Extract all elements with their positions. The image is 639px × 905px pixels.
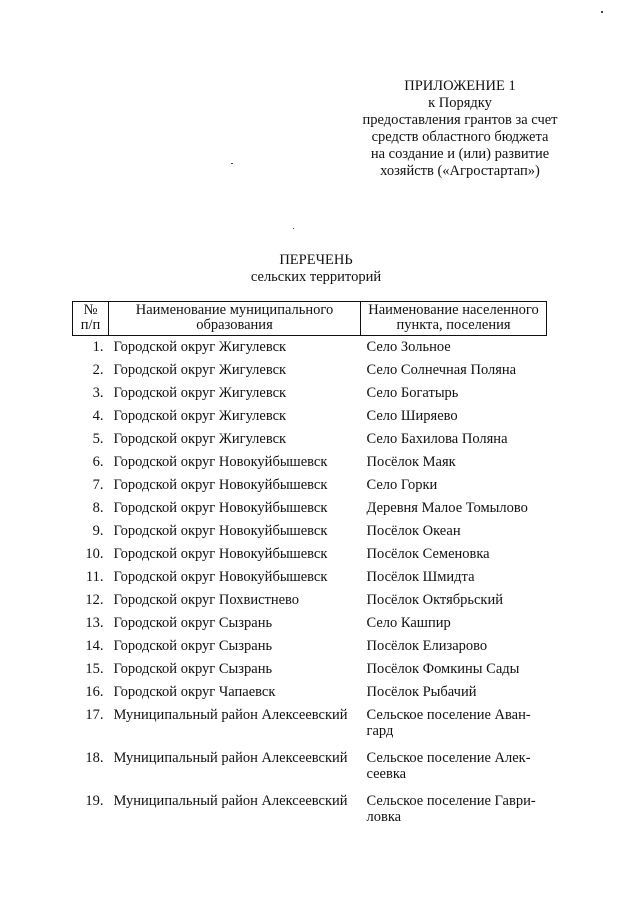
- header-settlement-line: пункта, поселения: [396, 317, 511, 333]
- row-municipality: Городской округ Жигулевск: [113, 431, 287, 447]
- row-municipality: Городской округ Чапаевск: [113, 684, 276, 700]
- row-num: 2.: [92, 362, 104, 378]
- row-settlement: Село Богатырь: [366, 385, 459, 401]
- row-settlement: Село Кашпир: [366, 615, 451, 631]
- table-row: [73, 589, 547, 612]
- row-settlement: Село Зольное: [366, 339, 451, 355]
- row-municipality: Городской округ Похвистнево: [113, 592, 300, 608]
- row-municipality: Муниципальный район Алексеевский: [113, 750, 348, 766]
- row-settlement: Посёлок Океан: [366, 523, 461, 539]
- table-row: [73, 520, 547, 543]
- table-row: [73, 497, 547, 520]
- table-row: [73, 359, 547, 382]
- table-row: [73, 681, 547, 704]
- row-num: 19.: [85, 793, 104, 809]
- row-num: 1.: [92, 339, 104, 355]
- row-municipality: Городской округ Новокуйбышевск: [113, 569, 328, 585]
- scan-speck: [293, 228, 294, 229]
- row-num: 13.: [85, 615, 104, 631]
- table-row: [73, 566, 547, 589]
- row-num: 3.: [92, 385, 104, 401]
- row-municipality: Городской округ Жигулевск: [113, 362, 287, 378]
- row-settlement: Сельское поселение Гаври-ловка: [366, 793, 536, 825]
- table-body: [73, 336, 547, 834]
- table-row: [73, 405, 547, 428]
- row-num: 12.: [85, 592, 104, 608]
- row-num: 5.: [92, 431, 104, 447]
- table-row: [73, 612, 547, 635]
- list-title: ПЕРЕЧЕНЬ: [279, 252, 353, 268]
- row-municipality: Муниципальный район Алексеевский: [113, 793, 348, 809]
- row-municipality: Городской округ Новокуйбышевск: [113, 523, 328, 539]
- row-municipality: Городской округ Жигулевск: [113, 385, 287, 401]
- scan-speck: [231, 163, 233, 164]
- row-num: 11.: [85, 569, 104, 585]
- table-row: [73, 658, 547, 681]
- row-municipality: Городской округ Новокуйбышевск: [113, 454, 328, 470]
- header-settlement: [361, 302, 547, 336]
- appendix-line: на создание и (или) развитие: [370, 146, 550, 162]
- table-row: [73, 704, 547, 747]
- row-municipality: Городской округ Сызрань: [113, 661, 273, 677]
- appendix-line: к Порядку: [428, 95, 492, 111]
- table-row: [73, 635, 547, 658]
- list-subtitle: сельских территорий: [250, 269, 382, 285]
- table-row: [73, 428, 547, 451]
- row-num: 16.: [85, 684, 104, 700]
- row-num: 8.: [92, 500, 104, 516]
- row-num: 7.: [92, 477, 104, 493]
- row-num: 9.: [92, 523, 104, 539]
- row-municipality: Городской округ Сызрань: [113, 638, 273, 654]
- row-num: 4.: [92, 408, 104, 424]
- appendix-line: хозяйств («Агростартап»): [380, 163, 540, 179]
- row-settlement: Село Ширяево: [366, 408, 458, 424]
- header-municipality: [109, 302, 361, 336]
- row-settlement: Посёлок Семеновка: [366, 546, 490, 562]
- row-num: 15.: [85, 661, 104, 677]
- row-settlement: Посёлок Октябрьский: [366, 592, 503, 608]
- row-municipality: Муниципальный район Алексеевский: [113, 707, 348, 723]
- row-settlement: Посёлок Фомкины Сады: [366, 661, 520, 677]
- row-settlement: Посёлок Рыбачий: [366, 684, 477, 700]
- appendix-line: средств областного бюджета: [371, 129, 549, 145]
- header-municipality-line: Наименование муниципального: [135, 302, 334, 318]
- row-settlement: Посёлок Елизарово: [366, 638, 488, 654]
- row-municipality: Городской округ Сызрань: [113, 615, 273, 631]
- row-settlement: Посёлок Шмидта: [366, 569, 475, 585]
- row-num: 14.: [85, 638, 104, 654]
- header-settlement-line: Наименование населенного: [368, 302, 539, 318]
- header-num-line: п/п: [80, 317, 101, 333]
- row-municipality: Городской округ Новокуйбышевск: [113, 500, 328, 516]
- table-row: [73, 543, 547, 566]
- header-municipality-line: образования: [196, 317, 273, 333]
- row-num: 10.: [85, 546, 104, 562]
- table-row: [73, 382, 547, 405]
- table-row: [73, 790, 547, 833]
- row-municipality: Городской округ Жигулевск: [113, 339, 287, 355]
- appendix-line: предоставления грантов за счет: [362, 112, 558, 128]
- header-num-line: №: [83, 302, 98, 318]
- scan-speck: [601, 11, 603, 13]
- appendix-block: [340, 78, 580, 180]
- row-num: 6.: [92, 454, 104, 470]
- row-settlement: Деревня Малое Томылово: [366, 500, 528, 516]
- row-settlement: Село Горки: [366, 477, 438, 493]
- row-settlement: Посёлок Маяк: [366, 454, 456, 470]
- header-num: [73, 302, 109, 336]
- table-header-row: [73, 302, 547, 336]
- row-municipality: Городской округ Новокуйбышевск: [113, 546, 328, 562]
- row-num: 17.: [85, 707, 104, 723]
- row-municipality: Городской округ Новокуйбышевск: [113, 477, 328, 493]
- row-num: 18.: [85, 750, 104, 766]
- row-settlement: Село Бахилова Поляна: [366, 431, 508, 447]
- settlements-table: [72, 301, 547, 833]
- row-settlement: Сельское поселение Алек-сеевка: [366, 750, 531, 782]
- table-row: [73, 747, 547, 790]
- row-settlement: Сельское поселение Аван-гард: [366, 707, 531, 739]
- table-row: [73, 336, 547, 360]
- appendix-heading: ПРИЛОЖЕНИЕ 1: [404, 78, 516, 94]
- table-row: [73, 451, 547, 474]
- row-municipality: Городской округ Жигулевск: [113, 408, 287, 424]
- table-row: [73, 474, 547, 497]
- row-settlement: Село Солнечная Поляна: [366, 362, 517, 378]
- list-title-block: [0, 252, 632, 286]
